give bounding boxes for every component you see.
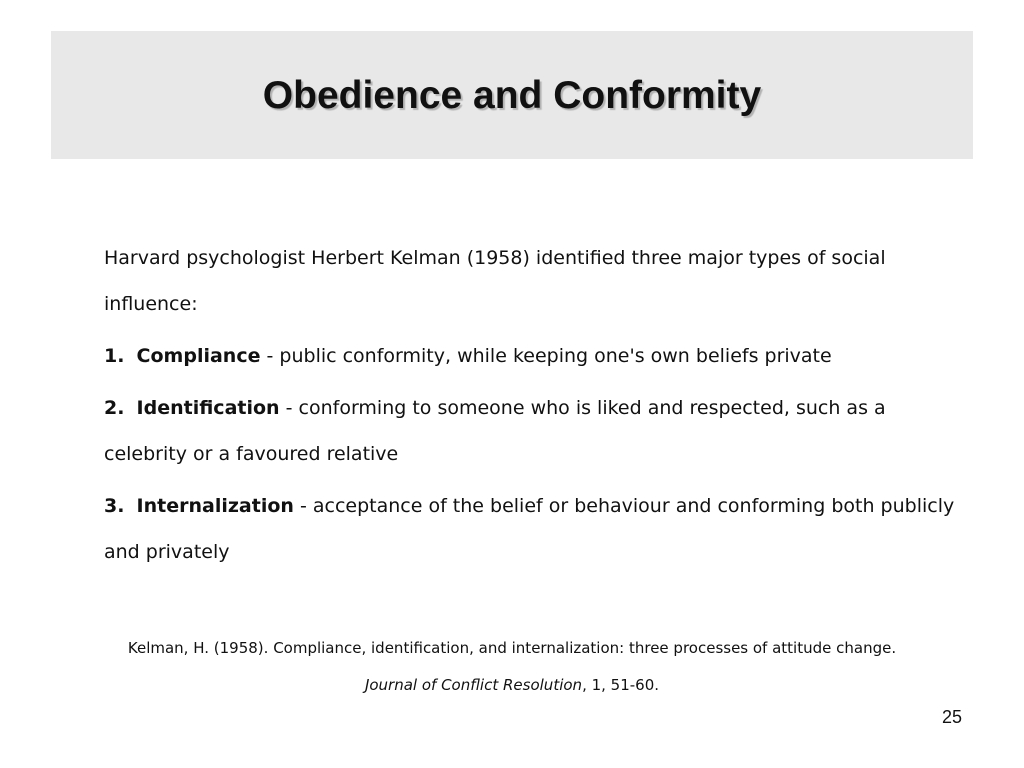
citation-journal: Journal of Conflict Resolution (364, 676, 583, 694)
intro-paragraph: Harvard psychologist Herbert Kelman (1958) identified three major types of social influence: (104, 247, 886, 315)
list-item-compliance (104, 333, 964, 379)
item-number: 2. (104, 397, 125, 419)
slide-title: Obedience and Conformity (262, 74, 762, 117)
item-term: Internalization (136, 495, 294, 517)
item-number: 1. (104, 345, 125, 367)
citation-details: , 1, 51-60. (582, 676, 660, 694)
item-term: Compliance (136, 345, 261, 367)
page-number: 25 (941, 707, 962, 727)
item-term: Identification (136, 397, 280, 419)
item-description: - acceptance of the belief or behaviour and conforming both publicly and privately (104, 495, 955, 563)
item-description: - public conformity, while keeping one's own beliefs private (260, 345, 832, 367)
slide-body (104, 235, 964, 581)
citation-line-2 (51, 667, 973, 704)
item-number: 3. (104, 495, 125, 517)
item-description: - conforming to someone who is liked and respected, such as a celebrity or a favoured relative (104, 397, 886, 465)
citation-line-1: Kelman, H. (1958). Compliance, identification, and internalization: three processes of attitude change. (127, 639, 897, 657)
list-item-internalization (104, 483, 964, 575)
list-item-identification (104, 385, 964, 477)
citation (51, 630, 973, 704)
